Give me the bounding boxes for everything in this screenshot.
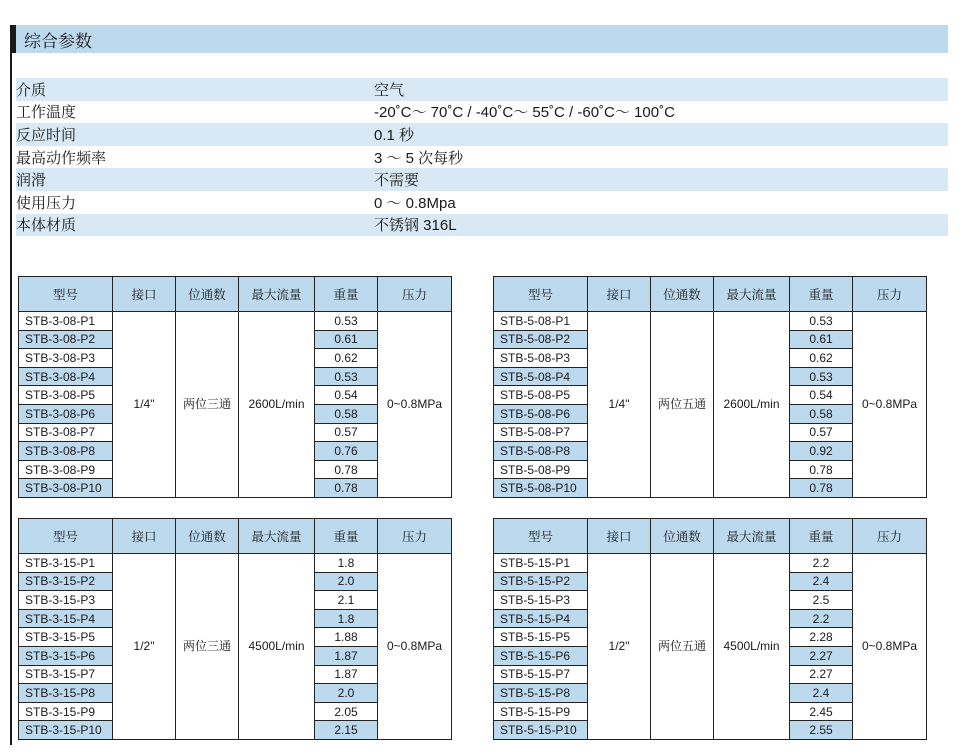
flow-cell: 2600L/min bbox=[239, 312, 315, 498]
port-cell: 1/2" bbox=[113, 554, 176, 740]
model-cell: STB-3-15-P6 bbox=[19, 646, 113, 665]
positions-cell: 两位三通 bbox=[176, 554, 239, 740]
table-header-cell: 重量 bbox=[790, 277, 853, 312]
model-cell: STB-3-15-P7 bbox=[19, 665, 113, 684]
weight-cell: 0.53 bbox=[315, 312, 378, 331]
weight-cell: 2.0 bbox=[315, 684, 378, 703]
weight-cell: 0.61 bbox=[790, 330, 853, 349]
section-title: 综合参数 bbox=[24, 31, 92, 51]
weight-cell: 0.61 bbox=[315, 330, 378, 349]
weight-cell: 2.1 bbox=[315, 591, 378, 610]
model-cell: STB-3-08-P6 bbox=[19, 404, 113, 423]
table-header-cell: 最大流量 bbox=[239, 277, 315, 312]
weight-cell: 2.0 bbox=[315, 572, 378, 591]
model-cell: STB-5-08-P10 bbox=[494, 479, 588, 498]
model-cell: STB-5-15-P1 bbox=[494, 554, 588, 573]
model-cell: STB-3-08-P7 bbox=[19, 423, 113, 442]
model-cell: STB-5-08-P8 bbox=[494, 442, 588, 461]
table-row bbox=[19, 554, 452, 573]
spec-table-1 bbox=[18, 276, 452, 498]
model-cell: STB-3-08-P10 bbox=[19, 479, 113, 498]
weight-cell: 0.57 bbox=[315, 423, 378, 442]
weight-cell: 2.05 bbox=[315, 702, 378, 721]
weight-cell: 2.27 bbox=[790, 646, 853, 665]
model-cell: STB-3-08-P8 bbox=[19, 442, 113, 461]
param-row bbox=[16, 191, 948, 214]
param-row bbox=[16, 78, 948, 101]
weight-cell: 0.58 bbox=[790, 404, 853, 423]
table-header-cell: 重量 bbox=[315, 277, 378, 312]
params-list bbox=[16, 78, 948, 236]
pressure-cell: 0~0.8MPa bbox=[378, 312, 452, 498]
model-cell: STB-5-08-P2 bbox=[494, 330, 588, 349]
positions-cell: 两位三通 bbox=[176, 312, 239, 498]
model-cell: STB-5-15-P6 bbox=[494, 646, 588, 665]
weight-cell: 0.53 bbox=[315, 367, 378, 386]
weight-cell: 1.8 bbox=[315, 554, 378, 573]
table-header-cell: 重量 bbox=[315, 519, 378, 554]
table-row bbox=[494, 312, 927, 331]
model-cell: STB-3-15-P8 bbox=[19, 684, 113, 703]
left-frame-line bbox=[10, 25, 12, 745]
weight-cell: 2.55 bbox=[790, 721, 853, 740]
pressure-cell: 0~0.8MPa bbox=[853, 312, 927, 498]
weight-cell: 0.53 bbox=[790, 367, 853, 386]
param-label: 工作温度 bbox=[16, 104, 77, 122]
pressure-cell: 0~0.8MPa bbox=[378, 554, 452, 740]
weight-cell: 2.28 bbox=[790, 628, 853, 647]
model-cell: STB-3-15-P10 bbox=[19, 721, 113, 740]
port-cell: 1/2" bbox=[588, 554, 651, 740]
weight-cell: 0.54 bbox=[790, 386, 853, 405]
weight-cell: 0.78 bbox=[315, 479, 378, 498]
weight-cell: 0.78 bbox=[315, 460, 378, 479]
model-cell: STB-5-08-P6 bbox=[494, 404, 588, 423]
weight-cell: 1.88 bbox=[315, 628, 378, 647]
model-cell: STB-3-08-P5 bbox=[19, 386, 113, 405]
model-cell: STB-5-15-P3 bbox=[494, 591, 588, 610]
model-cell: STB-3-15-P9 bbox=[19, 702, 113, 721]
weight-cell: 0.62 bbox=[315, 349, 378, 368]
weight-cell: 2.2 bbox=[790, 554, 853, 573]
weight-cell: 1.87 bbox=[315, 665, 378, 684]
table-header-cell: 位通数 bbox=[176, 519, 239, 554]
param-label: 本体材质 bbox=[16, 217, 77, 235]
table-header-cell: 压力 bbox=[853, 277, 927, 312]
param-row bbox=[16, 146, 948, 169]
param-label: 反应时间 bbox=[16, 126, 77, 144]
positions-cell: 两位五通 bbox=[651, 312, 714, 498]
table-header-cell: 接口 bbox=[113, 519, 176, 554]
model-cell: STB-5-08-P3 bbox=[494, 349, 588, 368]
positions-cell: 两位五通 bbox=[651, 554, 714, 740]
flow-cell: 2600L/min bbox=[714, 312, 790, 498]
spec-table-4 bbox=[493, 518, 927, 740]
model-cell: STB-5-08-P1 bbox=[494, 312, 588, 331]
table-header-cell: 型号 bbox=[494, 277, 588, 312]
model-cell: STB-3-08-P9 bbox=[19, 460, 113, 479]
param-value: 不锈钢 316L bbox=[374, 217, 457, 235]
table-header-cell: 接口 bbox=[588, 519, 651, 554]
table-header-cell: 接口 bbox=[113, 277, 176, 312]
table-header-cell: 型号 bbox=[19, 519, 113, 554]
weight-cell: 0.58 bbox=[315, 404, 378, 423]
weight-cell: 2.15 bbox=[315, 721, 378, 740]
table-header-cell: 型号 bbox=[494, 519, 588, 554]
model-cell: STB-5-15-P7 bbox=[494, 665, 588, 684]
model-cell: STB-3-15-P5 bbox=[19, 628, 113, 647]
weight-cell: 1.87 bbox=[315, 646, 378, 665]
weight-cell: 0.78 bbox=[790, 460, 853, 479]
model-cell: STB-3-08-P3 bbox=[19, 349, 113, 368]
model-cell: STB-3-15-P1 bbox=[19, 554, 113, 573]
model-cell: STB-3-08-P2 bbox=[19, 330, 113, 349]
model-cell: STB-5-15-P4 bbox=[494, 609, 588, 628]
table-header-cell: 压力 bbox=[378, 277, 452, 312]
table-header-cell: 位通数 bbox=[651, 277, 714, 312]
model-cell: STB-5-08-P5 bbox=[494, 386, 588, 405]
model-cell: STB-5-15-P8 bbox=[494, 684, 588, 703]
table-header-cell: 重量 bbox=[790, 519, 853, 554]
weight-cell: 2.27 bbox=[790, 665, 853, 684]
weight-cell: 2.5 bbox=[790, 591, 853, 610]
weight-cell: 0.78 bbox=[790, 479, 853, 498]
param-label: 润滑 bbox=[16, 172, 47, 190]
weight-cell: 2.4 bbox=[790, 684, 853, 703]
model-cell: STB-3-15-P4 bbox=[19, 609, 113, 628]
weight-cell: 2.4 bbox=[790, 572, 853, 591]
flow-cell: 4500L/min bbox=[239, 554, 315, 740]
model-cell: STB-5-15-P5 bbox=[494, 628, 588, 647]
table-header-cell: 位通数 bbox=[176, 277, 239, 312]
model-cell: STB-5-15-P2 bbox=[494, 572, 588, 591]
param-row bbox=[16, 168, 948, 191]
param-label: 最高动作频率 bbox=[16, 149, 107, 167]
model-cell: STB-5-15-P10 bbox=[494, 721, 588, 740]
model-cell: STB-5-08-P4 bbox=[494, 367, 588, 386]
param-value: 不需要 bbox=[374, 172, 420, 190]
param-value: 0 ～ 0.8Mpa bbox=[374, 194, 456, 212]
param-value: 空气 bbox=[374, 81, 405, 99]
param-value: -20˚C～ 70˚C / -40˚C～ 55˚C / -60˚C～ 100˚C bbox=[374, 104, 675, 122]
weight-cell: 2.45 bbox=[790, 702, 853, 721]
section-header bbox=[10, 25, 948, 53]
weight-cell: 0.53 bbox=[790, 312, 853, 331]
model-cell: STB-5-15-P9 bbox=[494, 702, 588, 721]
weight-cell: 0.76 bbox=[315, 442, 378, 461]
model-cell: STB-3-08-P4 bbox=[19, 367, 113, 386]
model-cell: STB-5-08-P9 bbox=[494, 460, 588, 479]
weight-cell: 0.92 bbox=[790, 442, 853, 461]
model-cell: STB-3-15-P2 bbox=[19, 572, 113, 591]
port-cell: 1/4" bbox=[588, 312, 651, 498]
port-cell: 1/4" bbox=[113, 312, 176, 498]
param-value: 0.1 秒 bbox=[374, 126, 415, 144]
table-row bbox=[494, 554, 927, 573]
spec-table-2 bbox=[493, 276, 927, 498]
table-header-cell: 最大流量 bbox=[239, 519, 315, 554]
table-header-cell: 型号 bbox=[19, 277, 113, 312]
pressure-cell: 0~0.8MPa bbox=[853, 554, 927, 740]
weight-cell: 0.54 bbox=[315, 386, 378, 405]
model-cell: STB-3-15-P3 bbox=[19, 591, 113, 610]
table-header-cell: 最大流量 bbox=[714, 519, 790, 554]
table-header-cell: 最大流量 bbox=[714, 277, 790, 312]
table-header-cell: 压力 bbox=[853, 519, 927, 554]
table-header-cell: 位通数 bbox=[651, 519, 714, 554]
table-header-cell: 接口 bbox=[588, 277, 651, 312]
param-row bbox=[16, 214, 948, 237]
weight-cell: 0.62 bbox=[790, 349, 853, 368]
flow-cell: 4500L/min bbox=[714, 554, 790, 740]
weight-cell: 2.2 bbox=[790, 609, 853, 628]
model-cell: STB-3-08-P1 bbox=[19, 312, 113, 331]
param-value: 3 ～ 5 次每秒 bbox=[374, 149, 464, 167]
spec-table-3 bbox=[18, 518, 452, 740]
weight-cell: 0.57 bbox=[790, 423, 853, 442]
param-label: 使用压力 bbox=[16, 194, 77, 212]
param-label: 介质 bbox=[16, 81, 47, 99]
table-row bbox=[19, 312, 452, 331]
param-row bbox=[16, 123, 948, 146]
weight-cell: 1.8 bbox=[315, 609, 378, 628]
table-header-cell: 压力 bbox=[378, 519, 452, 554]
param-row bbox=[16, 101, 948, 124]
model-cell: STB-5-08-P7 bbox=[494, 423, 588, 442]
